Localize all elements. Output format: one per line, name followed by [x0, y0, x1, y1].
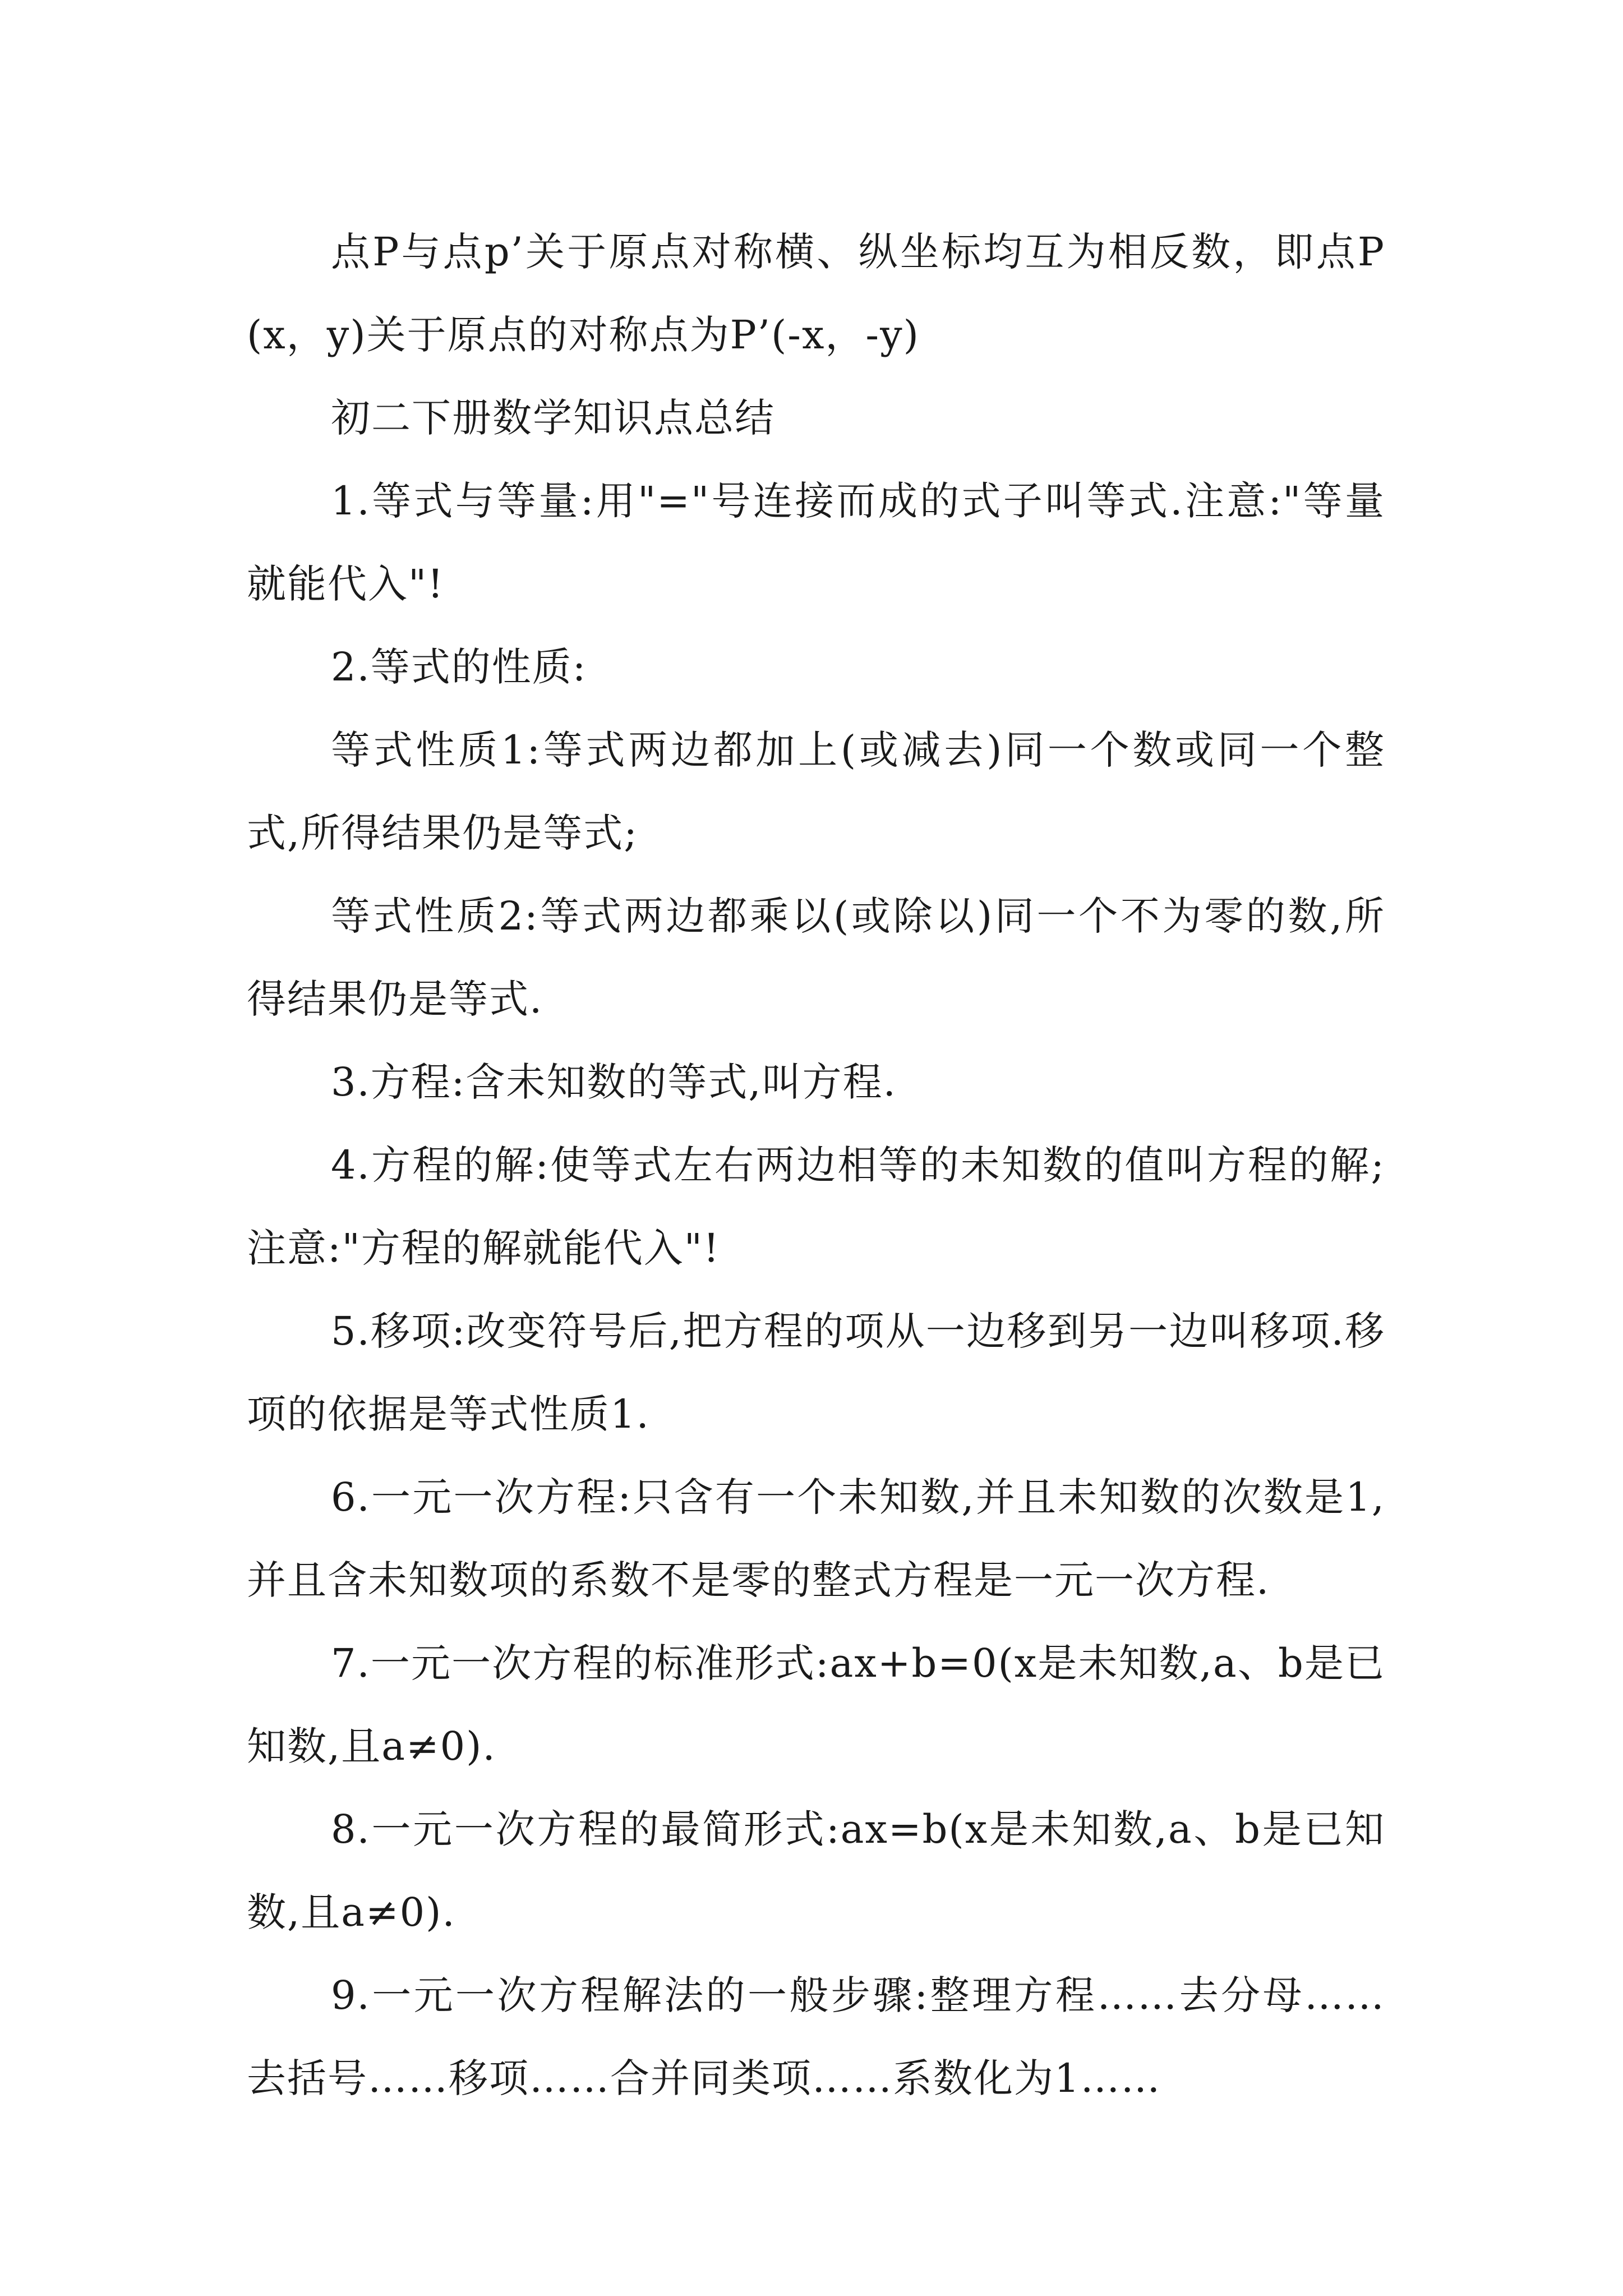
paragraph-item-1: 1.等式与等量:用"="号连接而成的式子叫等式.注意:"等量就能代入"!	[247, 478, 1385, 607]
paragraph-property-1: 等式性质1:等式两边都加上(或减去)同一个数或同一个整式,所得结果仍是等式;	[247, 727, 1385, 856]
paragraph-property-2: 等式性质2:等式两边都乘以(或除以)同一个不为零的数,所得结果仍是等式.	[247, 893, 1385, 1022]
paragraph-item-6: 6.一元一次方程:只含有一个未知数,并且未知数的次数是1,并且含未知数项的系数不是零的整式方程是一元一次方程.	[247, 1474, 1385, 1603]
paragraph-item-3: 3.方程:含未知数的等式,叫方程.	[331, 1059, 897, 1105]
paragraph-item-2: 2.等式的性质:	[331, 644, 587, 690]
paragraph-item-8: 8.一元一次方程的最简形式:ax=b(x是未知数,a、b是已知数,且a≠0).	[247, 1806, 1385, 1935]
paragraph-symmetry-origin: 点P与点p’关于原点对称横、纵坐标均互为相反数，即点P(x，y)关于原点的对称点为P’(-x，-y)	[247, 229, 1385, 358]
section-heading: 初二下册数学知识点总结	[331, 395, 775, 441]
document-body	[247, 210, 1385, 2120]
paragraph-item-7: 7.一元一次方程的标准形式:ax+b=0(x是未知数,a、b是已知数,且a≠0).	[247, 1640, 1385, 1769]
paragraph-item-5: 5.移项:改变符号后,把方程的项从一边移到另一边叫移项.移项的依据是等式性质1.	[247, 1308, 1385, 1437]
paragraph-item-9: 9.一元一次方程解法的一般步骤:整理方程……去分母……去括号……移项……合并同类项……系数化为1……	[247, 1972, 1385, 2101]
paragraph-item-4: 4.方程的解:使等式左右两边相等的未知数的值叫方程的解;注意:"方程的解就能代入"!	[247, 1142, 1385, 1271]
